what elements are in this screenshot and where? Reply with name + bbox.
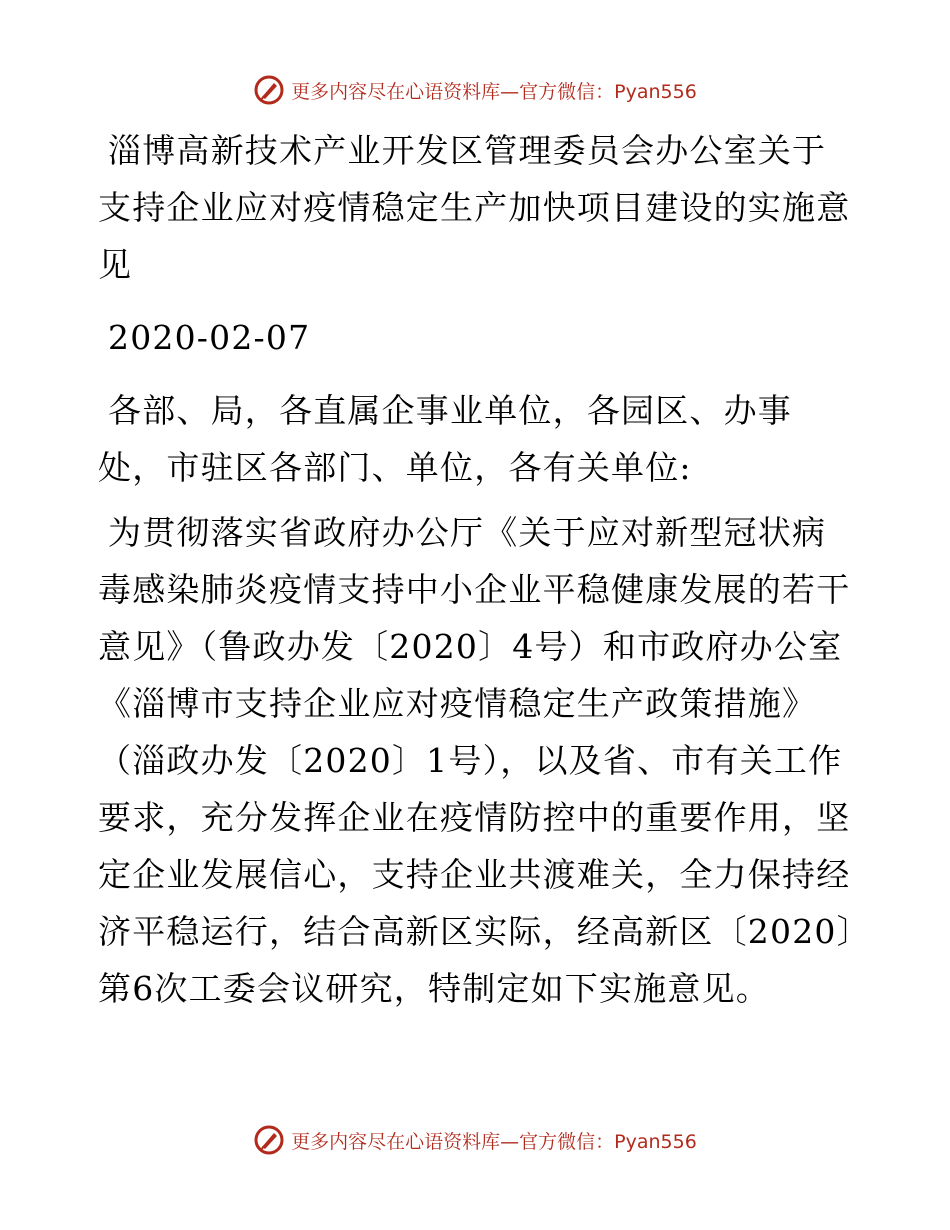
banner-text: 更多内容尽在心语资料库—官方微信：Pyan556 xyxy=(291,1130,697,1153)
title-line: 淄博高新技术产业开发区管理委员会办公室关于 xyxy=(108,131,827,170)
body-line: 《淄博市支持企业应对疫情稳定生产政策措施》 xyxy=(98,684,817,723)
body-line: 为贯彻落实省政府办公厅《关于应对新型冠状病 xyxy=(108,513,827,552)
title-line: 支持企业应对疫情稳定生产加快项目建设的实施意 xyxy=(98,188,851,227)
body-line: 定企业发展信心，支持企业共渡难关，全力保持经 xyxy=(98,855,851,894)
body-line: 意见》（鲁政办发〔2020〕4号）和市政府办公室 xyxy=(98,627,843,666)
document-body xyxy=(98,122,871,1017)
header-banner xyxy=(0,70,950,110)
banner-text: 更多内容尽在心语资料库—官方微信：Pyan556 xyxy=(291,80,697,103)
quill-seal-icon xyxy=(253,1124,285,1156)
addressee-line: 各部、局，各直属企事业单位，各园区、办事 xyxy=(108,391,792,430)
title-line: 见 xyxy=(98,245,133,284)
body-line: 毒感染肺炎疫情支持中小企业平稳健康发展的若干 xyxy=(98,570,851,609)
document-date: 2020-02-07 xyxy=(108,318,311,357)
body-line: 济平稳运行，结合高新区实际，经高新区〔2020〕 xyxy=(98,912,871,951)
quill-seal-icon xyxy=(253,74,285,106)
body-line: 要求，充分发挥企业在疫情防控中的重要作用，坚 xyxy=(98,798,851,837)
addressee-line: 处，市驻区各部门、单位，各有关单位: xyxy=(98,448,692,487)
footer-banner xyxy=(0,1120,950,1160)
body-line: （淄政办发〔2020〕1号），以及省、市有关工作 xyxy=(98,741,843,780)
body-line: 第6次工委会议研究，特制定如下实施意见。 xyxy=(98,969,770,1008)
